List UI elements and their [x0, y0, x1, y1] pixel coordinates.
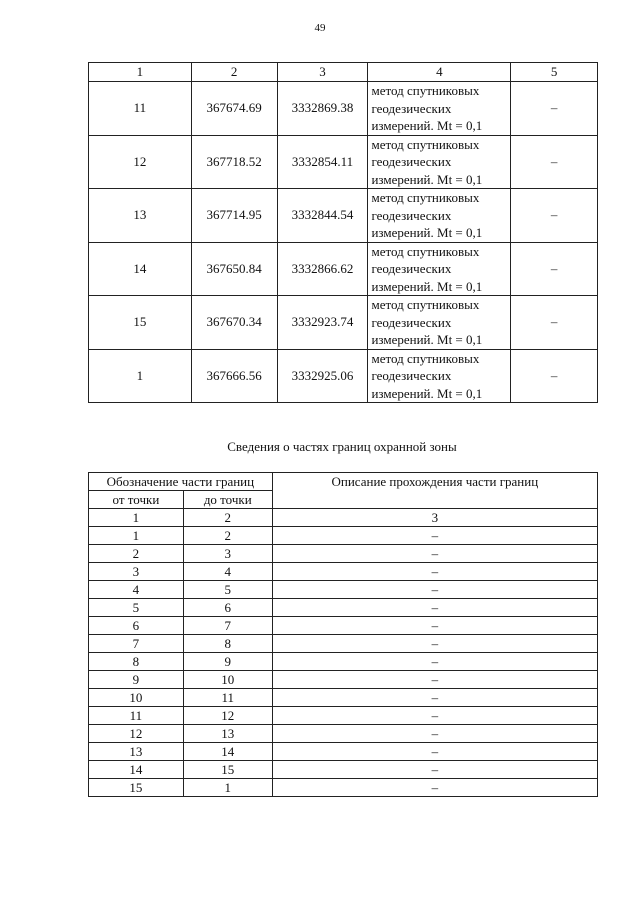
- method-line: метод спутниковых: [371, 136, 480, 152]
- method-line: геодезических: [371, 314, 452, 330]
- column-number: 1: [89, 63, 192, 82]
- to-point-header: до точки: [183, 491, 272, 509]
- method-line: измерений. Mt = 0,1: [371, 332, 483, 347]
- x-coordinate-cell: 367674.69: [191, 82, 277, 136]
- boundary-parts-table: [88, 472, 598, 797]
- column5-cell: –: [511, 242, 598, 296]
- from-point-cell: 3: [89, 563, 184, 581]
- column5-cell: –: [511, 135, 598, 189]
- column5-cell: –: [511, 349, 598, 403]
- to-point-cell: 15: [183, 761, 272, 779]
- column-number: 2: [191, 63, 277, 82]
- to-point-cell: 10: [183, 671, 272, 689]
- from-point-cell: 9: [89, 671, 184, 689]
- boundary-part-row: [89, 617, 598, 635]
- from-point-cell: 2: [89, 545, 184, 563]
- coordinates-row: [89, 296, 598, 350]
- method-line: геодезических: [371, 154, 452, 169]
- method-line: геодезических: [371, 368, 452, 383]
- description-cell: –: [272, 527, 597, 545]
- boundary-part-row: [89, 545, 598, 563]
- from-point-cell: 4: [89, 581, 184, 599]
- boundary-part-row: [89, 725, 598, 743]
- point-number-cell: 12: [89, 135, 192, 189]
- y-coordinate-cell: 3332923.74: [277, 296, 368, 350]
- from-point-cell: 15: [89, 779, 184, 797]
- method-line: метод спутниковых: [371, 243, 480, 259]
- method-cell: [368, 189, 511, 243]
- to-point-cell: 1: [183, 779, 272, 797]
- description-cell: –: [272, 779, 597, 797]
- to-point-cell: 7: [183, 617, 272, 635]
- method-line: метод спутниковых: [371, 350, 480, 366]
- y-coordinate-cell: 3332844.54: [277, 189, 368, 243]
- coordinates-row: [89, 242, 598, 296]
- method-line: измерений. Mt = 0,1: [371, 385, 483, 401]
- boundary-part-row: [89, 761, 598, 779]
- to-point-cell: 13: [183, 725, 272, 743]
- description-cell: –: [272, 689, 597, 707]
- description-cell: –: [272, 653, 597, 671]
- coordinates-row: [89, 135, 598, 189]
- boundary-part-row: [89, 707, 598, 725]
- from-point-cell: 1: [89, 527, 184, 545]
- method-cell: [368, 296, 511, 350]
- description-cell: –: [272, 599, 597, 617]
- boundary-part-row: [89, 689, 598, 707]
- point-number-cell: 15: [89, 296, 192, 350]
- description-cell: –: [272, 581, 597, 599]
- x-coordinate-cell: 367670.34: [191, 296, 277, 350]
- to-point-cell: 8: [183, 635, 272, 653]
- method-line: метод спутниковых: [371, 297, 480, 312]
- description-cell: –: [272, 671, 597, 689]
- coordinates-table: [88, 62, 598, 403]
- boundary-part-row: [89, 779, 598, 797]
- from-point-header: от точки: [89, 491, 184, 509]
- method-cell: [368, 135, 511, 189]
- column-number: 1: [89, 509, 184, 527]
- to-point-cell: 9: [183, 653, 272, 671]
- description-cell: –: [272, 545, 597, 563]
- method-line: геодезических: [371, 100, 452, 116]
- x-coordinate-cell: 367650.84: [191, 242, 277, 296]
- point-number-cell: 1: [89, 349, 192, 403]
- from-point-cell: 6: [89, 617, 184, 635]
- coordinates-row: [89, 349, 598, 403]
- method-line: измерений. Mt = 0,1: [371, 171, 483, 187]
- description-cell: –: [272, 725, 597, 743]
- coordinates-row: [89, 189, 598, 243]
- method-line: метод спутниковых: [371, 190, 480, 205]
- from-point-cell: 8: [89, 653, 184, 671]
- coordinates-header-row: [89, 63, 598, 82]
- description-cell: –: [272, 743, 597, 761]
- description-header: Описание прохождения части границ: [272, 473, 597, 509]
- to-point-cell: 2: [183, 527, 272, 545]
- description-cell: –: [272, 635, 597, 653]
- boundary-parts-numbers-row: [89, 509, 598, 527]
- boundary-part-row: [89, 581, 598, 599]
- y-coordinate-cell: 3332854.11: [277, 135, 368, 189]
- point-number-cell: 14: [89, 242, 192, 296]
- x-coordinate-cell: 367714.95: [191, 189, 277, 243]
- column5-cell: –: [511, 82, 598, 136]
- column-number: 3: [277, 63, 368, 82]
- point-number-cell: 13: [89, 189, 192, 243]
- description-cell: –: [272, 761, 597, 779]
- boundary-part-row: [89, 599, 598, 617]
- to-point-cell: 3: [183, 545, 272, 563]
- boundary-part-row: [89, 635, 598, 653]
- method-line: метод спутниковых: [371, 83, 480, 98]
- description-cell: –: [272, 563, 597, 581]
- to-point-cell: 5: [183, 581, 272, 599]
- point-number-cell: 11: [89, 82, 192, 136]
- coordinates-row: [89, 82, 598, 136]
- coordinates-table-body: [89, 63, 598, 403]
- boundary-parts-header-row: [89, 473, 598, 491]
- from-point-cell: 5: [89, 599, 184, 617]
- method-cell: [368, 82, 511, 136]
- method-line: измерений. Mt = 0,1: [371, 278, 483, 294]
- x-coordinate-cell: 367718.52: [191, 135, 277, 189]
- description-cell: –: [272, 707, 597, 725]
- from-point-cell: 7: [89, 635, 184, 653]
- column-number: 3: [272, 509, 597, 527]
- from-point-cell: 12: [89, 725, 184, 743]
- column5-cell: –: [511, 296, 598, 350]
- boundary-parts-table-body: [89, 473, 598, 797]
- from-point-cell: 13: [89, 743, 184, 761]
- from-point-cell: 11: [89, 707, 184, 725]
- method-cell: [368, 349, 511, 403]
- method-line: измерений. Mt = 0,1: [371, 225, 483, 240]
- boundary-part-row: [89, 743, 598, 761]
- column-number: 2: [183, 509, 272, 527]
- x-coordinate-cell: 367666.56: [191, 349, 277, 403]
- boundary-part-row: [89, 563, 598, 581]
- designation-header: Обозначение части границ: [89, 473, 273, 491]
- y-coordinate-cell: 3332866.62: [277, 242, 368, 296]
- y-coordinate-cell: 3332869.38: [277, 82, 368, 136]
- section-title: Сведения о частях границ охранной зоны: [227, 439, 457, 454]
- from-point-cell: 10: [89, 689, 184, 707]
- to-point-cell: 12: [183, 707, 272, 725]
- column-number: 4: [368, 63, 511, 82]
- page-number: 49: [314, 22, 326, 34]
- method-line: геодезических: [371, 261, 452, 276]
- method-line: геодезических: [371, 207, 452, 223]
- boundary-part-row: [89, 527, 598, 545]
- boundary-part-row: [89, 671, 598, 689]
- to-point-cell: 4: [183, 563, 272, 581]
- to-point-cell: 14: [183, 743, 272, 761]
- to-point-cell: 6: [183, 599, 272, 617]
- y-coordinate-cell: 3332925.06: [277, 349, 368, 403]
- description-cell: –: [272, 617, 597, 635]
- boundary-part-row: [89, 653, 598, 671]
- method-line: измерений. Mt = 0,1: [371, 118, 483, 133]
- from-point-cell: 14: [89, 761, 184, 779]
- to-point-cell: 11: [183, 689, 272, 707]
- column5-cell: –: [511, 189, 598, 243]
- column-number: 5: [511, 63, 598, 82]
- method-cell: [368, 242, 511, 296]
